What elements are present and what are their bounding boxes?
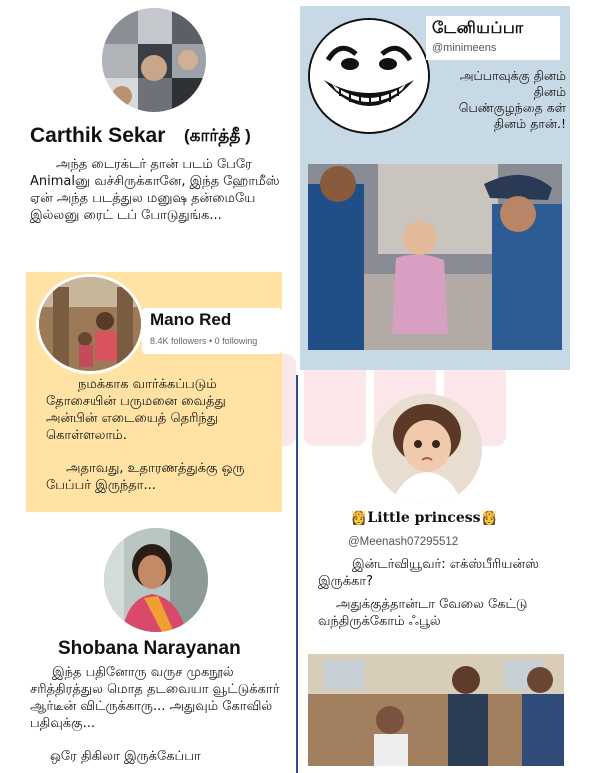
post-text: அதாவது, உதாரணத்துக்கு ஒரு பேப்பர் இருந்தா... [46, 461, 245, 493]
avatar [104, 528, 208, 632]
post-photo [308, 654, 564, 766]
post-card-mano-red [26, 272, 282, 512]
post-text: நமக்காக வார்க்கப்படும் தோசையின் பருமனை வைத்து அன்பின் எடையைத் தெரிந்து கொள்ளலாம். [46, 377, 226, 443]
author-name[interactable]: 👸Little princess👸 [350, 510, 498, 526]
joker-face-avatar [308, 18, 430, 134]
column-divider [296, 375, 298, 773]
author-box [142, 308, 282, 354]
follower-stats: 8.4K followers • 0 following [150, 336, 258, 346]
author-name[interactable]: Mano Red [150, 310, 232, 329]
avatar [36, 274, 144, 374]
post-text: ஒரே திகிலா இருக்கேப்பா [50, 749, 201, 764]
post-text: அந்த டைரக்டர் தான் படம் பேரே Animalனு வச்சிருக்கானே, இந்த ஹோமீஸ் ஏன் அந்த படத்துல மனுஷ தன்மையே இல்லனு ரைட் டப் போடுதுங்க... [30, 157, 280, 223]
avatar [372, 394, 482, 504]
author-alias: (கார்த்தீ ) [184, 126, 251, 145]
post-text: அப்பாவுக்கு தினம் தினம் பெண்குழந்தை கள் தினம் தான்.! [458, 68, 566, 131]
author-handle[interactable]: @Meenash07295512 [348, 536, 459, 548]
author-name[interactable]: Carthik Sekar [30, 124, 166, 147]
avatar [102, 8, 206, 112]
post-text: அதுக்குத்தான்டா வேலை கேட்டு வந்திருக்கோம் ஃபூல் [318, 597, 528, 629]
author-name[interactable]: Shobana Narayanan [58, 638, 241, 659]
post-photo [308, 164, 562, 350]
author-handle[interactable]: @minimeens [432, 42, 497, 54]
author-box [426, 16, 560, 60]
post-text: இன்டர்வியூவர்: எக்ஸ்பீரியன்ஸ் இருக்கா? [318, 557, 539, 589]
author-name[interactable]: டேனியப்பா [432, 18, 524, 37]
post-card-tweet [300, 6, 570, 370]
post-text: இந்த பதினோரு வருச முகநூல் சரித்திரத்துல மொத தடவையா வூட்டுக்கார் ஆர்டீன் விட்ருக்காரு... அதுவும் கோவில் பதிவுக்கு... [30, 665, 280, 731]
